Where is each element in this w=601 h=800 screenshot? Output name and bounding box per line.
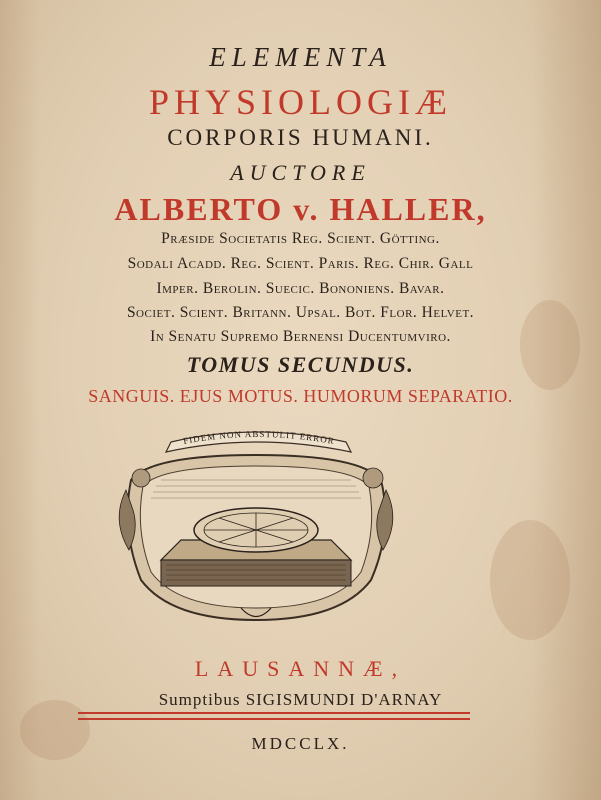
imprint-place: LAUSANNÆ, <box>194 656 407 681</box>
cherub-figure <box>363 468 383 488</box>
engraved-vignette <box>111 420 401 630</box>
foxing-spot <box>490 520 570 640</box>
affiliation-line: Præside Societatis Reg. Scient. Götting. <box>161 230 440 247</box>
affiliation-line: In Senatu Supremo Bernensi Ducentumviro. <box>150 328 451 345</box>
title-line-elementa: ELEMENTA <box>209 42 392 72</box>
cherub-figure <box>132 469 150 487</box>
compass-needles <box>204 513 308 547</box>
pedestal-base <box>161 560 351 586</box>
volume-label: TOMUS SECUNDUS. <box>186 352 415 377</box>
title-line-auctore: AUCTORE <box>230 160 371 185</box>
red-rule <box>78 718 470 720</box>
author-name: ALBERTO v. HALLER, <box>114 191 487 227</box>
affiliation-line: Imper. Berolin. Suecic. Bononiens. Bavar. <box>156 280 445 297</box>
affiliation-line: Societ. Scient. Britann. Upsal. Bot. Flor. Helvet. <box>126 304 475 321</box>
title-line-corporis: CORPORIS HUMANI. <box>167 125 434 150</box>
title-line-physiologiae: PHYSIOLOGIÆ <box>148 82 452 122</box>
imprint-publisher: Sumptibus SIGISMUNDI D'ARNAY <box>158 690 443 709</box>
motto-text: FIDEM NON ABSTULIT ERROR <box>182 428 336 447</box>
red-rule <box>78 712 470 714</box>
affiliation-line: Sodali Acadd. Reg. Scient. Paris. Reg. Chir. Gall <box>127 255 474 272</box>
imprint-year: MDCCLX. <box>251 734 350 753</box>
subject-line: SANGUIS. EJUS MOTUS. HUMORUM SEPARATIO. <box>88 386 513 406</box>
